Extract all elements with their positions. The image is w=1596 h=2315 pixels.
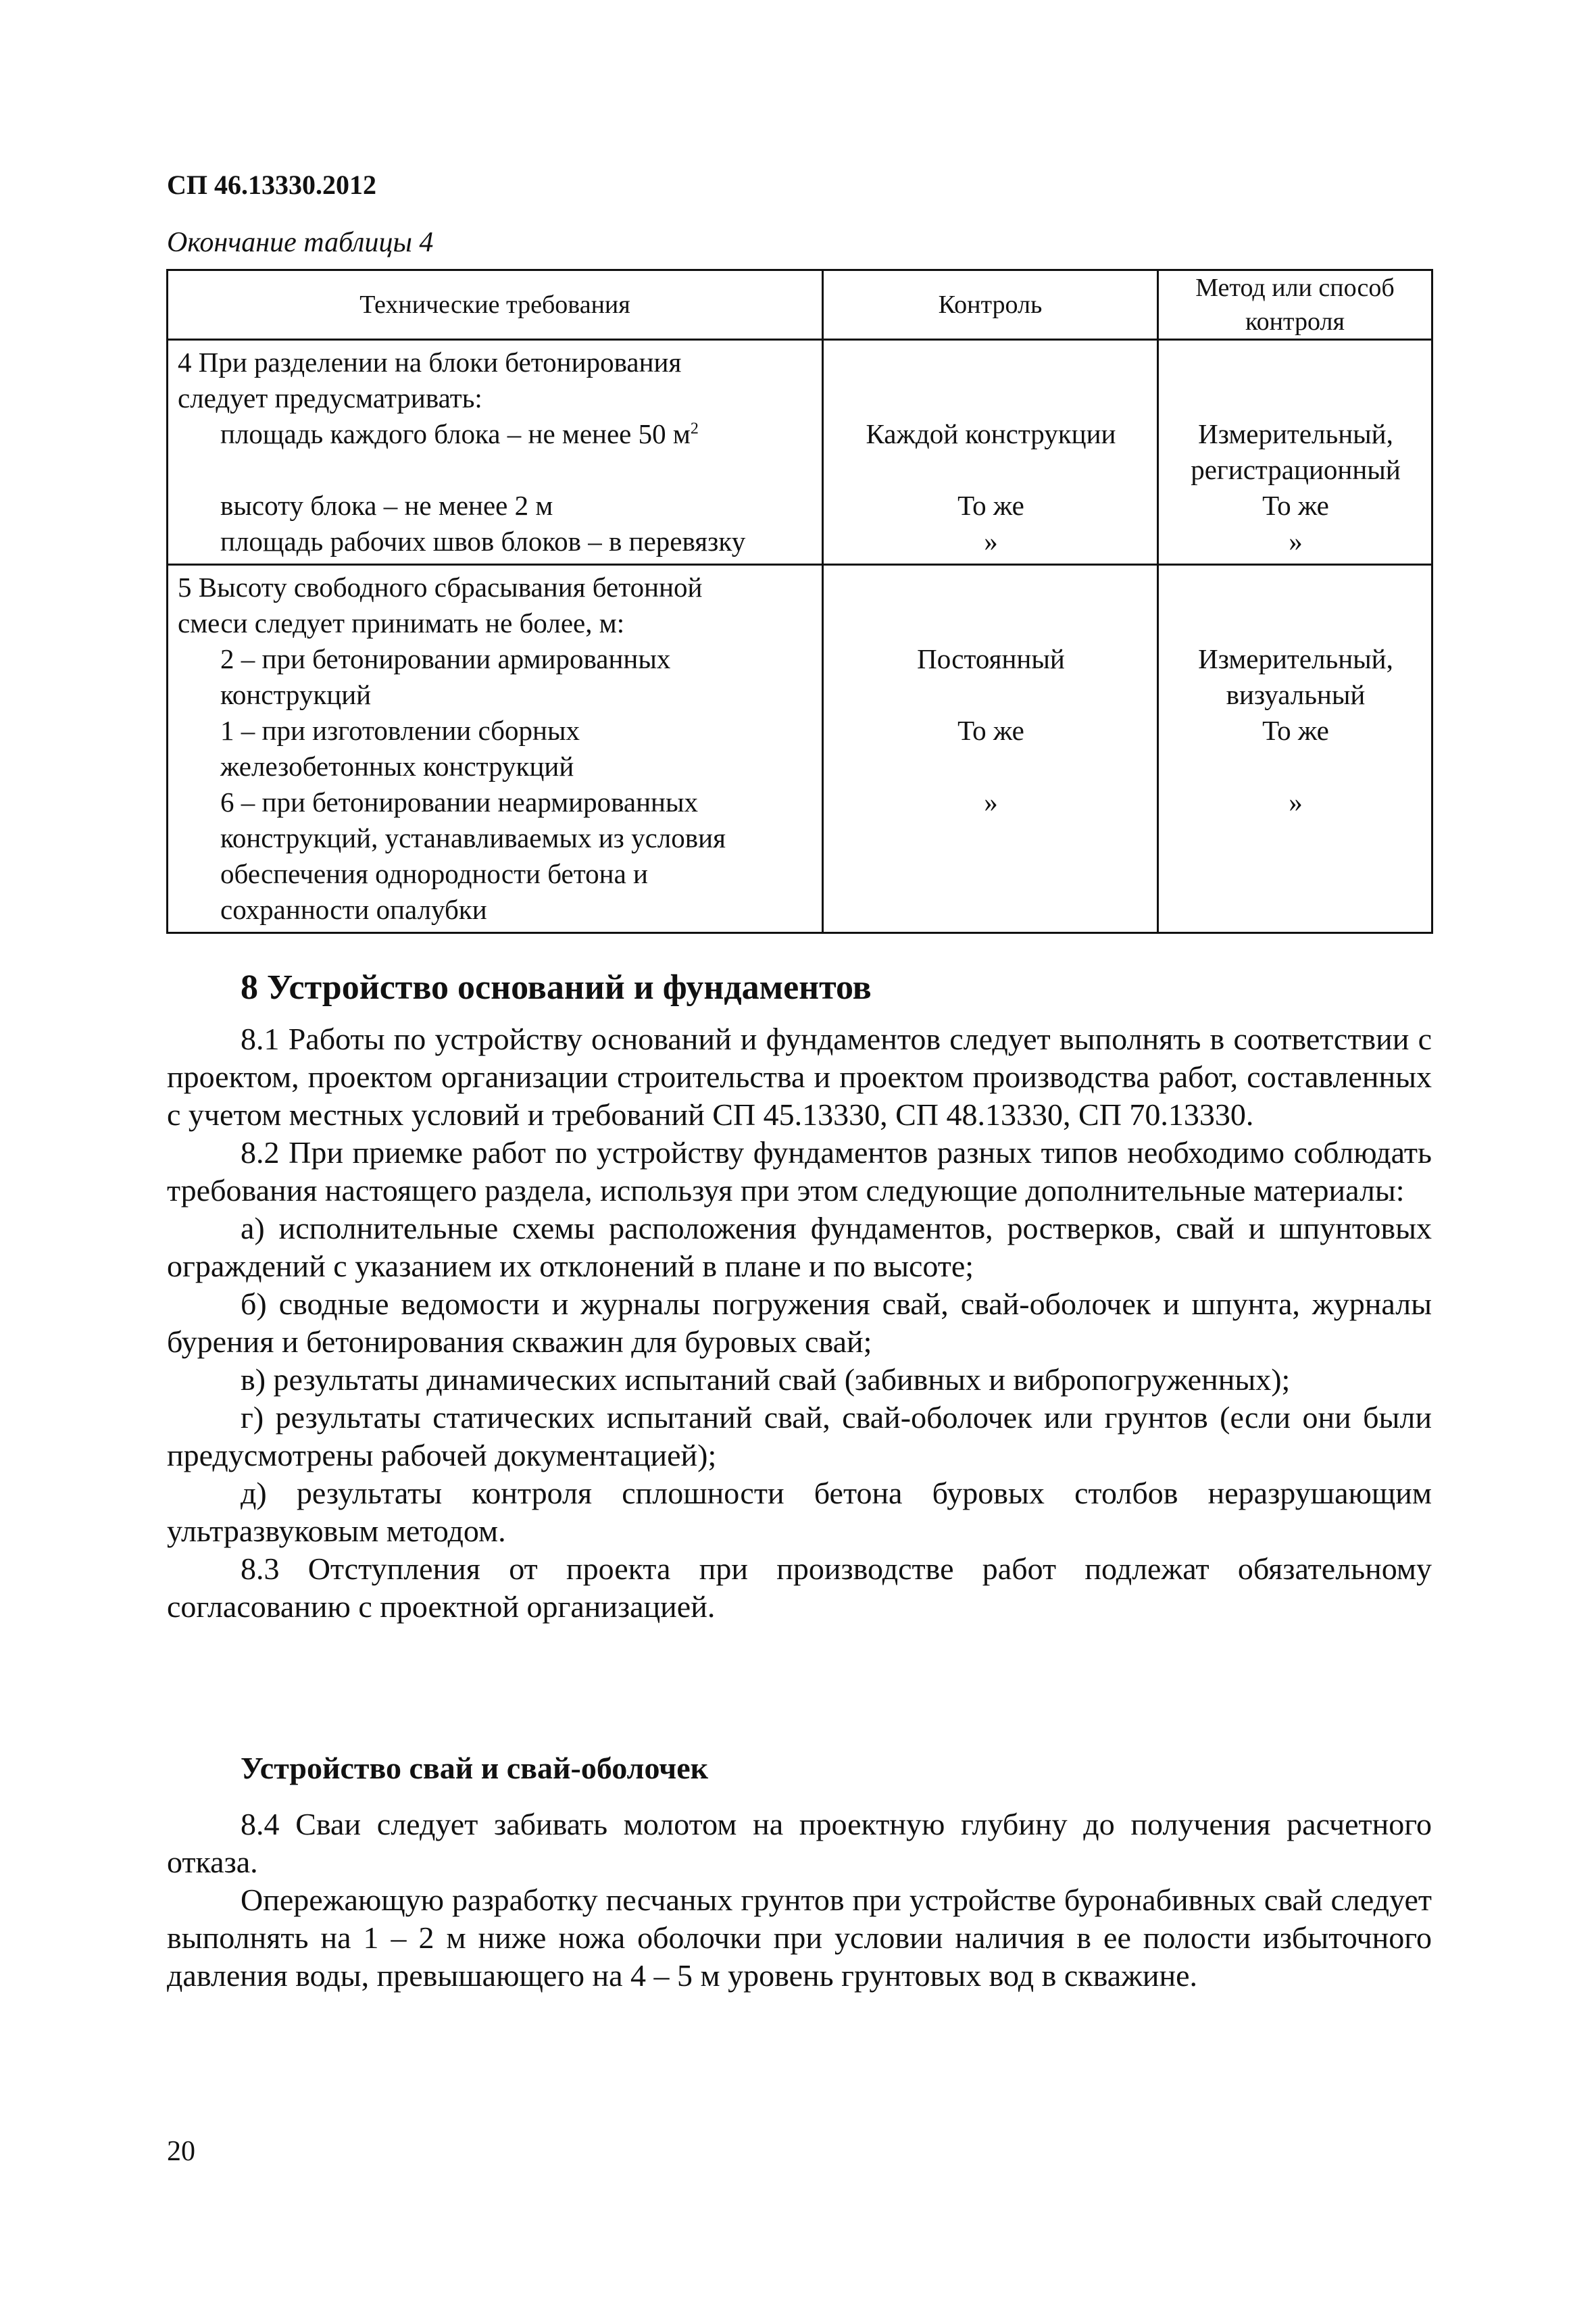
table-row [168, 565, 1432, 933]
subsection-body [167, 1806, 1432, 1995]
section-body [167, 1020, 1432, 1626]
control-cell: Каждой конструкции То же » [823, 340, 1158, 565]
method-cell: Измерительный, регистрационный То же » [1158, 340, 1432, 565]
page-number: 20 [167, 2136, 195, 2167]
list-item: в) результаты динамических испытаний свай (забивных и вибропогруженных); [241, 1362, 1291, 1397]
paragraph-8-4-continued: Опережающую разработку песчаных грунтов при устройстве буронабивных свай следует выполнять на 1 – 2 м ниже ножа оболочки при условии наличия в ее полости избыточного давления воды, превышающего на 4 – 5 м уровень грунтовых вод в скважине. [167, 1883, 1432, 1993]
list-item: г) результаты статических испытаний свай, свай-оболочек или грунтов (если они были предусмотрены рабочей документацией); [167, 1400, 1432, 1472]
subsection-title: Устройство свай и свай-оболочек [241, 1751, 709, 1785]
table-header-row [168, 270, 1432, 340]
header-control: Контроль [823, 270, 1158, 340]
section-title: 8 Устройство оснований и фундаментов [241, 968, 872, 1007]
document-code: СП 46.13330.2012 [167, 170, 376, 200]
table-caption: Окончание таблицы 4 [167, 227, 434, 258]
list-item: а) исполнительные схемы расположения фундаментов, ростверков, свай и шпунтовых ограждений с указанием их отклонений в плане и по высоте; [167, 1211, 1432, 1283]
paragraph-8-3: 8.3 Отступления от проекта при производстве работ подлежат обязательному согласованию с проектной организацией. [167, 1551, 1432, 1624]
paragraph-8-1: 8.1 Работы по устройству оснований и фундаментов следует выполнять в соответствии с проектом, проектом организации строительства и проектом производства работ, составленных с учетом местных условий и требований СП 45.13330, СП 48.13330, СП 70.13330. [167, 1022, 1432, 1132]
method-cell: Измерительный, визуальный То же » [1158, 565, 1432, 933]
paragraph-8-4: 8.4 Сваи следует забивать молотом на проектную глубину до получения расчетного отказа. [167, 1807, 1432, 1879]
header-requirements: Технические требования [168, 270, 823, 340]
control-cell: Постоянный То же » [823, 565, 1158, 933]
requirement-cell: 4 При разделении на блоки бетонирования следует предусматривать: площадь каждого блока – не менее 50 $м^2$ высоту блока – не менее 2 м площадь рабочих швов блоков – в перевязку [168, 340, 823, 565]
list-item: б) сводные ведомости и журналы погружения свай, свай-оболочек и шпунта, журналы бурения и бетонирования скважин для буровых свай; [167, 1287, 1432, 1359]
header-method: Метод или способ контроля [1158, 270, 1432, 340]
table-row [168, 340, 1432, 565]
paragraph-8-2: 8.2 При приемке работ по устройству фундаментов разных типов необходимо соблюдать требования настоящего раздела, используя при этом следующие дополнительные материалы: [167, 1135, 1432, 1208]
requirements-table [166, 269, 1433, 934]
requirement-cell: 5 Высоту свободного сбрасывания бетонной смеси следует принимать не более, м: 2 – при бетонировании армированных конструкций 1 – при изготовлении сборных железобетонных конструкций 6 – при бетонировании неармированных конструкций, устанавливаемых из условия обеспечения однородности бетона и сохранности опалубки [168, 565, 823, 933]
list-item: д) результаты контроля сплошности бетона буровых столбов неразрушающим ультразвуковым методом. [167, 1476, 1432, 1548]
